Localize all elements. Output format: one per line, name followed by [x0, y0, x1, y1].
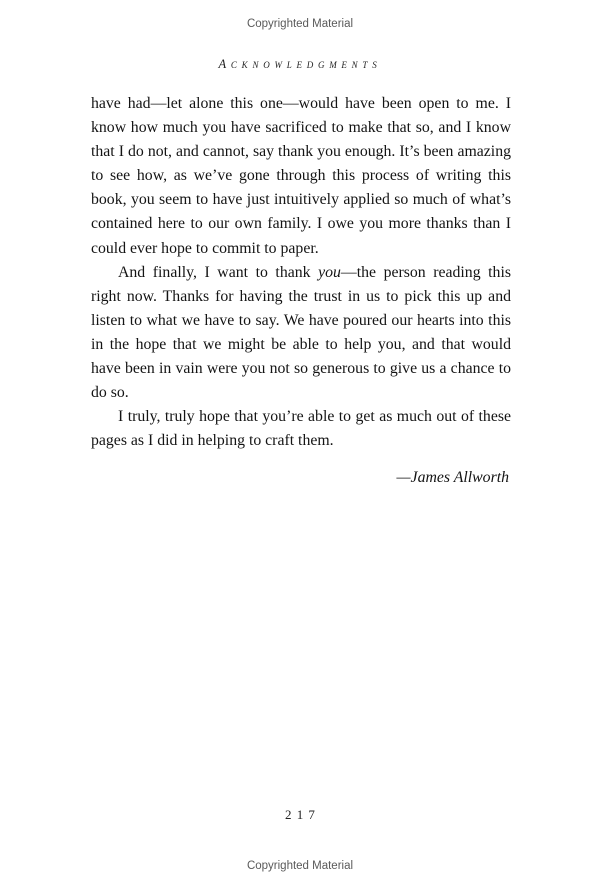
- paragraph-text: I truly, truly hope that you’re able to get as much out of these pages as I did in helping to craft them.: [91, 408, 511, 450]
- paragraph-text: have had—let alone this one—would have been open to me. I know how much you have sacrificed to make that so, and I know that I do not, and cannot, say thank you enough. It’s been amazing to see how, as we’ve gone through this process of writing this book, you seem to have just intuitively applied so much of what’s contained here to our own family. I owe you more thanks than I could ever hope to commit to paper.: [91, 95, 511, 257]
- paragraph-text: —the person reading this right now. Thanks for having the trust in us to pick this up and listen to what we have to say. We have poured our hearts into this in the hope that we might be able to help you, and that would have been in vain were you not so generous to give us a chance to do so.: [91, 263, 511, 402]
- body-text: [91, 92, 511, 491]
- paragraph: [91, 405, 511, 453]
- copyright-notice-bottom: Copyrighted Material: [246, 860, 354, 872]
- paragraph-text: And finally, I want to thank: [118, 263, 319, 281]
- page-number: 217: [285, 807, 321, 822]
- paragraph: [91, 92, 511, 261]
- author-signature: —James Allworth: [396, 469, 509, 487]
- chapter-header: Acknowledgments: [218, 57, 382, 71]
- paragraph: [91, 261, 511, 406]
- copyright-notice-top: Copyrighted Material: [246, 18, 354, 30]
- paragraph-text-italic: you: [318, 263, 341, 281]
